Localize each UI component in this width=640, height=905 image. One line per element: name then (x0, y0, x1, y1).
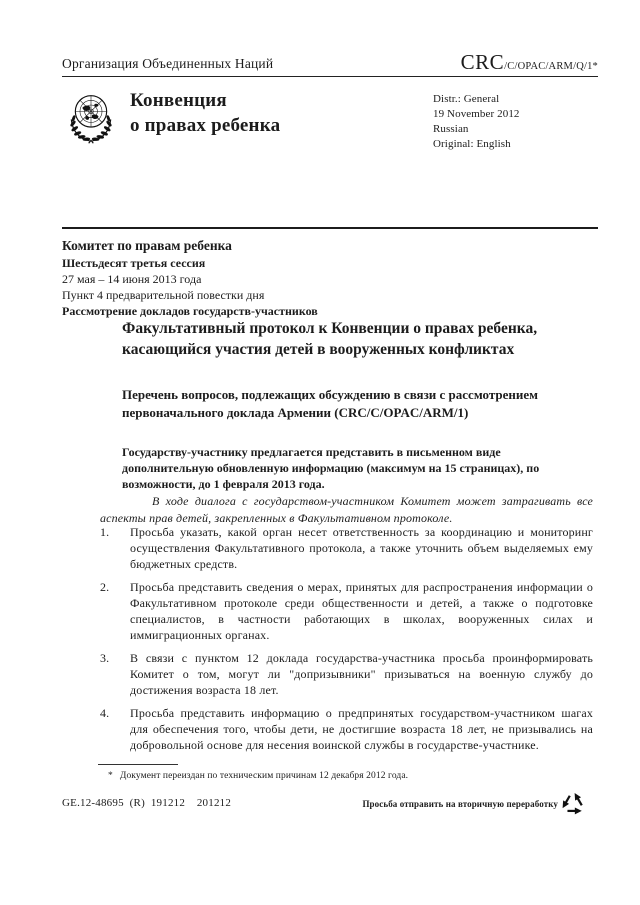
paragraph-4-number: 4. (100, 706, 110, 720)
body-paragraphs (100, 524, 593, 760)
header-rule (62, 76, 598, 77)
paragraph-1-text: Просьба указать, какой орган несет ответственность за координацию и мониторинг осуществления Факультативного протокола, а также уточнить объем выделяемых ему бюджетных средств. (130, 525, 593, 571)
recycle-text: Просьба отправить на вторичную переработку (362, 799, 558, 809)
document-symbol-main: CRC (460, 50, 505, 74)
distribution-block (433, 92, 520, 152)
document-title: Факультативный протокол к Конвенции о правах ребенка, касающийся участия детей в вооруженных конфликтах (122, 320, 538, 358)
instruction-paragraph: Государству-участнику предлагается представить в письменном виде дополнительную обновленную информацию (максимум на 15 страницах), по возможности, до 1 февраля 2013 года. (122, 445, 540, 491)
document-subtitle: Перечень вопросов, подлежащих обсуждению в связи с рассмотрением первоначального доклада Армении (CRC/C/OPAC/ARM/1) (122, 387, 538, 420)
masthead-title (130, 88, 280, 138)
ge-document-number: GE.12-48695 (R) 191212 201212 (62, 797, 232, 809)
masthead-divider (62, 227, 598, 229)
paragraph-2-number: 2. (100, 580, 110, 594)
paragraph-4 (100, 705, 593, 753)
paragraph-1 (100, 524, 593, 572)
recycle-icon (561, 792, 585, 816)
footnote-marker: * (108, 771, 113, 781)
paragraph-3-text: В связи с пунктом 12 доклада государства-участника просьба проинформировать Комитет о том, могут ли "допризывники" призываться на военную службу до достижения возраста 18 лет. (130, 651, 593, 697)
committee-name: Комитет по правам ребенка (62, 238, 232, 253)
session-name: Шестьдесят третья сессия (62, 256, 206, 270)
paragraph-2-text: Просьба представить сведения о мерах, принятых для распространения информации о Факультативном протоколе среди общественности и детей, а также о подготовке специалистов, в частности работающих в школах, вооруженных силах и иммиграционных органах. (130, 580, 593, 642)
footnote-text: Документ переиздан по техническим причинам 12 декабря 2012 года. (119, 771, 409, 781)
recycle-notice (362, 792, 585, 816)
footnote (108, 771, 568, 781)
agenda-title: Рассмотрение докладов государств-участников (62, 304, 318, 318)
document-symbol-suffix: /C/OPAC/ARM/Q/1* (504, 61, 598, 72)
session-dates: 27 мая – 14 июня 2013 года (62, 272, 202, 286)
distr-language: Russian (433, 123, 469, 135)
masthead-top (62, 50, 598, 75)
paragraph-1-number: 1. (100, 525, 110, 539)
masthead-title-line1: Конвенция (130, 90, 227, 111)
footnote-divider (98, 764, 178, 765)
masthead-title-line2: о правах ребенка (130, 115, 281, 136)
agenda-item: Пункт 4 предварительной повестки дня (62, 288, 265, 302)
org-name: Организация Объединенных Наций (62, 56, 274, 71)
distr-type: Distr.: General (433, 93, 500, 105)
paragraph-2 (100, 579, 593, 643)
un-emblem-icon (62, 85, 120, 147)
session-block (62, 237, 318, 319)
document-symbol (461, 50, 598, 75)
paragraph-3-number: 3. (100, 651, 110, 665)
paragraph-3 (100, 650, 593, 698)
distr-date: 19 November 2012 (433, 108, 520, 120)
italic-note-paragraph: В ходе диалога с государством-участником Комитет может затрагивать все аспекты прав детей, закрепленных в Факультативном протоколе. (100, 494, 593, 525)
paragraph-4-text: Просьба представить информацию о предпринятых государством-участником шагах для обеспечения того, чтобы дети, не достигшие возраста 18 лет, не призывались на добровольной основе для несения воинской службы в государстве-участнике. (130, 706, 593, 752)
distr-original: Original: English (433, 138, 511, 150)
